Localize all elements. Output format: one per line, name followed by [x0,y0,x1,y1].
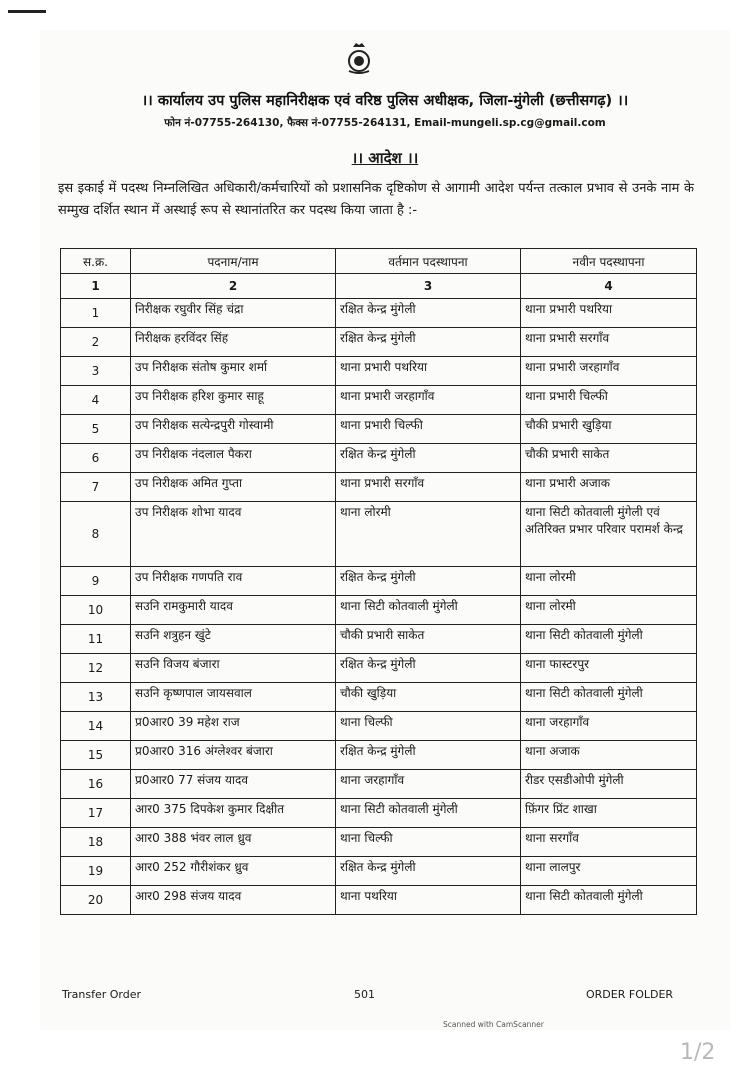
row-serial: 18 [61,828,131,857]
row-name: आर0 388 भंवर लाल ध्रुव [131,828,336,857]
header-name: पदनाम/नाम [131,249,336,274]
row-current-posting: थाना सिटी कोतवाली मुंगेली [336,799,521,828]
row-new-posting: थाना लालपुर [521,857,697,886]
office-title: ।। कार्यालय उप पुलिस महानिरीक्षक एवं वरिष्ठ पुलिस अधीक्षक, जिला-मुंगेली (छत्तीसगढ़) ।। [141,93,629,109]
footer-left: Transfer Order [62,988,141,1001]
row-current-posting: चौकी प्रभारी साकेत [336,625,521,654]
table-row [61,386,697,415]
row-name: निरीक्षक हरविंदर सिंह [131,328,336,357]
row-new-posting: चौकी प्रभारी साकेत [521,444,697,473]
row-current-posting: रक्षित केन्द्र मुंगेली [336,299,521,328]
row-serial: 15 [61,741,131,770]
column-number-row [61,274,697,299]
row-name: उप निरीक्षक नंदलाल पैकरा [131,444,336,473]
row-name: उप निरीक्षक गणपति राव [131,567,336,596]
row-new-posting: थाना सिटी कोतवाली मुंगेली एवं अतिरिक्त प्रभार परिवार परामर्श केन्द्र [521,502,697,567]
row-current-posting: थाना प्रभारी सरगाँव [336,473,521,502]
row-serial: 4 [61,386,131,415]
row-name: सउनि रामकुमारी यादव [131,596,336,625]
order-heading-text: ।। आदेश ।। [351,149,419,167]
header-current-posting: वर्तमान पदस्थापना [336,249,521,274]
row-current-posting: रक्षित केन्द्र मुंगेली [336,444,521,473]
table-row [61,625,697,654]
table-row [61,770,697,799]
row-current-posting: थाना चिल्फी [336,828,521,857]
row-new-posting: थाना सिटी कोतवाली मुंगेली [521,683,697,712]
row-new-posting: थाना सिटी कोतवाली मुंगेली [521,886,697,915]
row-new-posting: थाना सरगाँव [521,828,697,857]
row-name: प्र0आर0 39 महेश राज [131,712,336,741]
column-number: 4 [521,274,697,299]
column-number: 1 [61,274,131,299]
row-serial: 1 [61,299,131,328]
footer-right: ORDER FOLDER [586,988,674,1001]
column-number: 3 [336,274,521,299]
row-name: सउनि शत्रुहन खुंटे [131,625,336,654]
row-serial: 19 [61,857,131,886]
row-name: प्र0आर0 77 संजय यादव [131,770,336,799]
contact-line: फोन नं-07755-264130, फैक्स नं-07755-264131, Email-mungeli.sp.cg@gmail.com [164,117,606,129]
row-new-posting: थाना प्रभारी जरहागाँव [521,357,697,386]
police-emblem-icon [345,41,373,75]
table-row [61,596,697,625]
row-current-posting: रक्षित केन्द्र मुंगेली [336,328,521,357]
row-current-posting: थाना चिल्फी [336,712,521,741]
row-current-posting: रक्षित केन्द्र मुंगेली [336,741,521,770]
row-serial: 17 [61,799,131,828]
row-new-posting: थाना लोरमी [521,567,697,596]
row-name: सउनि कृष्णपाल जायसवाल [131,683,336,712]
row-current-posting: थाना प्रभारी जरहागाँव [336,386,521,415]
row-serial: 2 [61,328,131,357]
row-name: सउनि विजय बंजारा [131,654,336,683]
table-row [61,828,697,857]
viewer-top-bar [0,0,750,30]
row-serial: 8 [61,502,131,567]
order-heading [40,148,730,168]
row-serial: 10 [61,596,131,625]
row-serial: 14 [61,712,131,741]
row-new-posting: थाना प्रभारी अजाक [521,473,697,502]
row-serial: 20 [61,886,131,915]
row-current-posting: थाना पथरिया [336,886,521,915]
row-new-posting: थाना प्रभारी पथरिया [521,299,697,328]
row-current-posting: थाना सिटी कोतवाली मुंगेली [336,596,521,625]
table-row [61,473,697,502]
row-name: उप निरीक्षक संतोष कुमार शर्मा [131,357,336,386]
row-new-posting: फ़िंगर प्रिंट शाखा [521,799,697,828]
header-serial: स.क्र. [61,249,131,274]
document-page [40,30,730,1030]
row-new-posting: थाना लोरमी [521,596,697,625]
row-serial: 16 [61,770,131,799]
row-name: उप निरीक्षक शोभा यादव [131,502,336,567]
table-row [61,712,697,741]
row-new-posting: थाना जरहागाँव [521,712,697,741]
table-body [61,299,697,915]
row-serial: 12 [61,654,131,683]
row-serial: 7 [61,473,131,502]
row-new-posting: थाना फास्टरपुर [521,654,697,683]
row-current-posting: थाना प्रभारी चिल्फी [336,415,521,444]
menu-line-icon[interactable] [8,10,46,13]
row-current-posting: थाना लोरमी [336,502,521,567]
table-row [61,886,697,915]
row-name: आर0 375 दिपकेश कुमार दिक्षीत [131,799,336,828]
table-row [61,299,697,328]
row-current-posting: थाना जरहागाँव [336,770,521,799]
row-current-posting: रक्षित केन्द्र मुंगेली [336,654,521,683]
header-new-posting: नवीन पदस्थापना [521,249,697,274]
table-header-row [61,249,697,274]
row-name: आर0 298 संजय यादव [131,886,336,915]
page-indicator: 1/2 [680,1040,716,1065]
row-name: उप निरीक्षक अमित गुप्ता [131,473,336,502]
transfer-table [60,248,697,915]
row-name: उप निरीक्षक सत्येन्द्रपुरी गोस्वामी [131,415,336,444]
row-current-posting: थाना प्रभारी पथरिया [336,357,521,386]
table-row [61,683,697,712]
row-new-posting: थाना प्रभारी सरगाँव [521,328,697,357]
table-row [61,799,697,828]
intro-paragraph: इस इकाई में पदस्थ निम्नलिखित अधिकारी/कर्मचारियों को प्रशासनिक दृष्टिकोण से आगामी आदेश पर्यन्त तत्काल प्रभाव से उनके नाम के सम्मुख दर्शित स्थान में अस्थाई रूप से स्थानांतरित कर पदस्थ किया जाता है :- [58,181,694,218]
row-new-posting: रीडर एसडीओपी मुंगेली [521,770,697,799]
row-current-posting: रक्षित केन्द्र मुंगेली [336,857,521,886]
table-row [61,857,697,886]
table-row [61,654,697,683]
row-new-posting: थाना प्रभारी चिल्फी [521,386,697,415]
scanner-watermark: Scanned with CamScanner [443,1020,544,1029]
table-row [61,357,697,386]
table-row [61,502,697,567]
row-current-posting: चौकी खुड़िया [336,683,521,712]
row-serial: 11 [61,625,131,654]
footer-page-number: 501 [354,988,375,1001]
row-current-posting: रक्षित केन्द्र मुंगेली [336,567,521,596]
row-serial: 13 [61,683,131,712]
row-name: आर0 252 गौरीशंकर ध्रुव [131,857,336,886]
row-serial: 9 [61,567,131,596]
row-serial: 6 [61,444,131,473]
row-new-posting: थाना सिटी कोतवाली मुंगेली [521,625,697,654]
table-row [61,415,697,444]
row-name: निरीक्षक रघुवीर सिंह चंद्रा [131,299,336,328]
table-row [61,567,697,596]
table-row [61,328,697,357]
table-row [61,444,697,473]
row-name: उप निरीक्षक हरिश कुमार साहू [131,386,336,415]
column-number: 2 [131,274,336,299]
row-serial: 3 [61,357,131,386]
row-name: प्र0आर0 316 अंग्लेश्वर बंजारा [131,741,336,770]
row-serial: 5 [61,415,131,444]
row-new-posting: चौकी प्रभारी खुड़िया [521,415,697,444]
row-new-posting: थाना अजाक [521,741,697,770]
table-row [61,741,697,770]
